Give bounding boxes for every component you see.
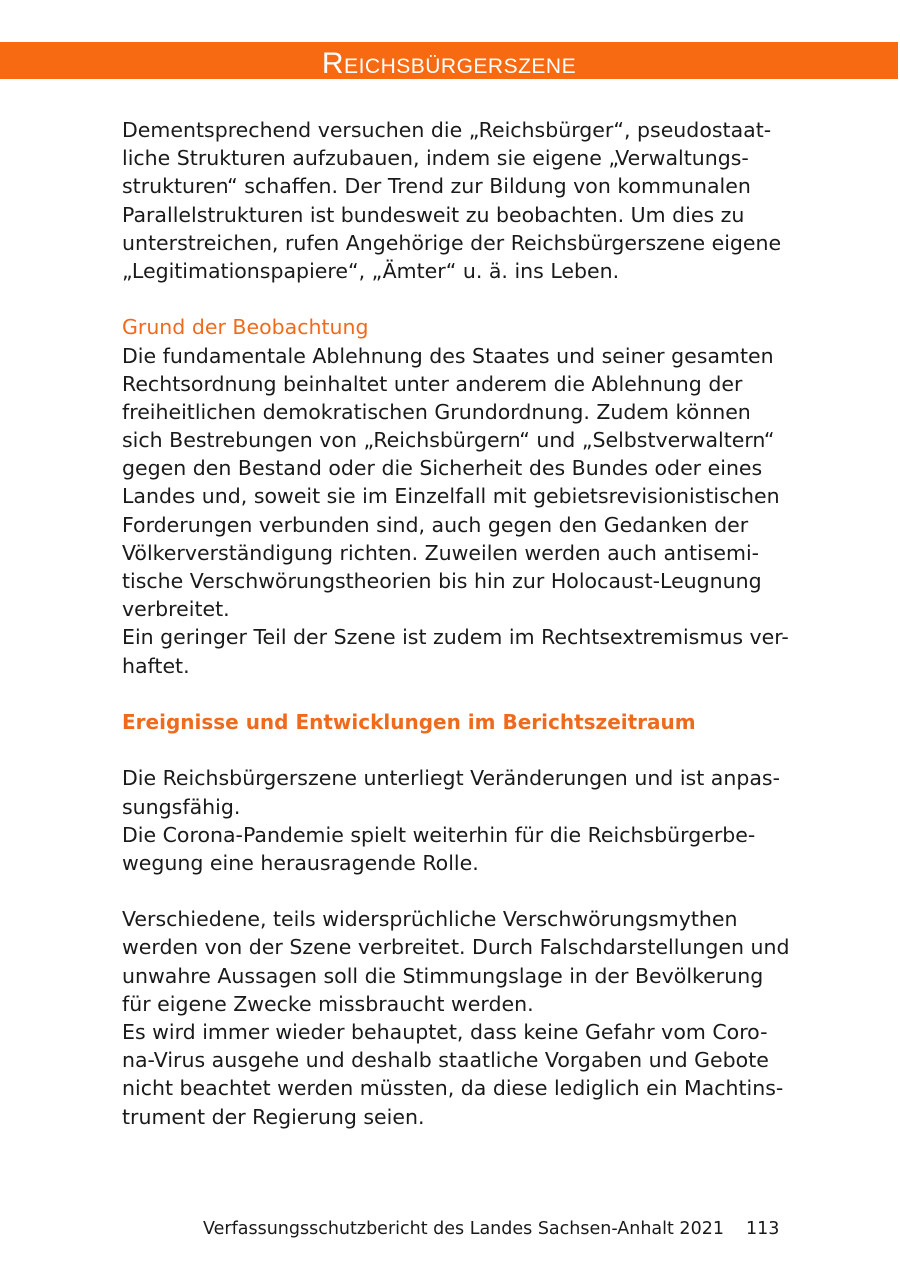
- text-line: wegung eine herausragende Rolle.: [122, 850, 479, 875]
- footer-publication-title: Verfassungsschutzbericht des Landes Sachsen-Anhalt 2021: [203, 1219, 724, 1239]
- page-number: 113: [746, 1219, 780, 1239]
- text-line: liche Strukturen aufzubauen, indem sie eigene „Verwaltungs-: [122, 146, 749, 171]
- section-ereignisse: [122, 708, 802, 1131]
- page-header-title: Reichsbürgerszene: [321, 47, 577, 80]
- text-line: freiheitlichen demokratischen Grundordnung. Zudem können: [122, 399, 751, 424]
- text-line: Landes und, soweit sie im Einzelfall mit gebietsrevisionistischen: [122, 484, 780, 509]
- spacer: [122, 680, 802, 708]
- section-heading: Grund der Beobachtung: [122, 315, 369, 340]
- text-line: Die fundamentale Ablehnung des Staates und seiner gesamten: [122, 343, 774, 368]
- text-line: Völkerverständigung richten. Zuweilen werden auch antisemi-: [122, 540, 760, 565]
- text-line: trument der Regierung seien.: [122, 1104, 425, 1129]
- section-heading: Ereignisse und Entwicklungen im Berichtszeitraum: [122, 709, 696, 734]
- text-line: Es wird immer wieder behauptet, dass keine Gefahr vom Coro-: [122, 1020, 768, 1044]
- spacer: [122, 736, 802, 764]
- text-line: Rechtsordnung beinhaltet unter anderem die Ablehnung der: [122, 371, 743, 396]
- header-band: [0, 42, 898, 79]
- text-line: „Legitimationspapiere“, „Ämter“ u. ä. ins Leben.: [122, 258, 620, 283]
- text-line: tische Verschwörungstheorien bis hin zur Holocaust-Leugnung: [122, 569, 762, 593]
- text-line: Ein geringer Teil der Szene ist zudem im Rechtsextremismus ver-: [122, 625, 789, 650]
- text-line: gegen den Bestand oder die Sicherheit des Bundes oder eines: [122, 456, 763, 481]
- text-line: sungsfähig.: [122, 794, 241, 819]
- text-line: haftet.: [122, 653, 190, 678]
- text-line: Dementsprechend versuchen die „Reichsbürger“, pseudostaat-: [122, 118, 772, 142]
- text-line: na-Virus ausgehe und deshalb staatliche Vorgaben und Gebote: [122, 1048, 769, 1073]
- text-line: unterstreichen, rufen Angehörige der Reichsbürgerszene eigene: [122, 230, 782, 255]
- spacer: [122, 877, 802, 905]
- text-line: Verschiedene, teils widersprüchliche Verschwörungsmythen: [122, 907, 738, 932]
- text-line: für eigene Zwecke missbraucht werden.: [122, 991, 534, 1016]
- text-line: unwahre Aussagen soll die Stimmungslage in der Bevölkerung: [122, 963, 764, 988]
- page-footer: [0, 1214, 900, 1244]
- document-body: [122, 116, 802, 1131]
- text-line: werden von der Szene verbreitet. Durch Falschdarstellungen und: [122, 935, 790, 960]
- text-line: nicht beachtet werden müssten, da diese lediglich ein Machtins-: [122, 1076, 784, 1101]
- text-line: strukturen“ schaffen. Der Trend zur Bildung von kommunalen: [122, 174, 751, 199]
- text-line: Forderungen verbunden sind, auch gegen den Gedanken der: [122, 512, 749, 537]
- text-line: sich Bestrebungen von „Reichsbürgern“ und „Selbstverwaltern“: [122, 428, 775, 453]
- text-line: Die Reichsbürgerszene unterliegt Veränderungen und ist anpas-: [122, 766, 780, 791]
- section-grund-der-beobachtung: [122, 313, 802, 679]
- text-line: Parallelstrukturen ist bundesweit zu beobachten. Um dies zu: [122, 202, 745, 227]
- spacer: [122, 285, 802, 313]
- text-line: verbreitet.: [122, 597, 230, 622]
- intro-paragraph: [122, 116, 802, 285]
- text-line: Die Corona-Pandemie spielt weiterhin für die Reichsbürgerbe-: [122, 822, 756, 847]
